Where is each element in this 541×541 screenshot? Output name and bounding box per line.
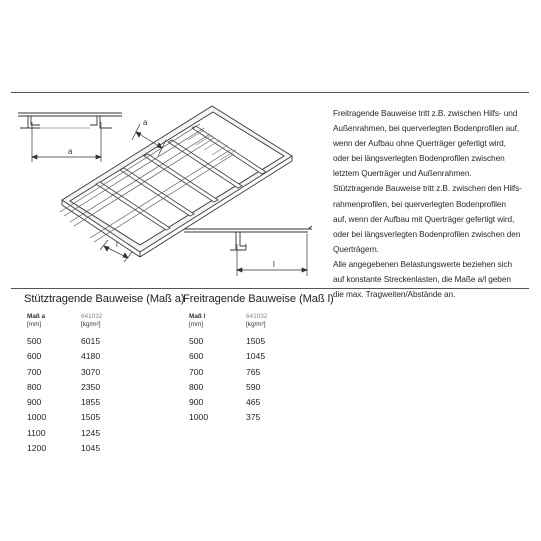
table-title-cantilever: Freitragende Bauweise (Maß l) — [183, 293, 334, 305]
table-cell-span: 600 — [189, 351, 204, 362]
description-line: Außenrahmen, bei querverlegten Bodenprofilen auf, — [333, 123, 520, 134]
table-cell-span: 1200 — [27, 443, 47, 454]
col-header-article: 641032 — [246, 313, 268, 320]
description-text — [333, 106, 528, 302]
table-cell-span: 500 — [27, 336, 42, 346]
description-line: letztem Querträger und Außenrahmen. — [333, 168, 472, 179]
table-cell-load: 1245 — [81, 427, 101, 438]
table-cell-load: 1045 — [246, 351, 266, 362]
table-cell-load: 465 — [246, 397, 261, 408]
table-cell-span: 900 — [27, 397, 42, 408]
dim-label-l-right: l — [273, 260, 275, 269]
table-cell-load: 1045 — [81, 443, 101, 454]
table-cell-span: 800 — [189, 381, 204, 392]
dimension-l-right — [237, 234, 307, 276]
col-header-mass-l: Maß l — [189, 313, 206, 320]
description-line: rahmenprofilen, bei querverlegten Bodenprofilen — [333, 198, 506, 209]
table-cantilever-col-l — [189, 334, 208, 426]
table-cell-load: 1505 — [246, 336, 266, 346]
description-line: wenn der Aufbau ohne Querträger gefertigt wird, — [333, 138, 506, 149]
table-support-col-load — [81, 334, 100, 456]
description-line: Stütztragende Bauweise tritt z.B. zwischen den Hilfs- — [333, 183, 522, 194]
table-support-col-a — [27, 334, 46, 456]
col-unit-mm: [mm] — [189, 321, 204, 328]
table-cell-span: 1000 — [189, 412, 209, 423]
table-cell-load: 1855 — [81, 397, 101, 408]
description-line: oder bei längsverlegten Bodenprofilen zwischen den — [333, 228, 521, 239]
description-line: oder bei längsverlegten Bodenprofilen zwischen — [333, 153, 505, 164]
col-unit-kgm2: [kg/m²] — [81, 321, 101, 328]
description-line: die max. Tragweiten/Abstände an. — [333, 289, 456, 300]
table-cell-load: 6015 — [81, 336, 101, 346]
cross-section-l-profile — [184, 226, 312, 250]
table-cell-load: 2350 — [81, 381, 101, 392]
table-cell-span: 1000 — [27, 412, 47, 423]
table-cell-span: 800 — [27, 381, 42, 392]
col-header-mass-a: Maß a — [27, 313, 46, 320]
description-line: Querträgern. — [333, 243, 379, 254]
table-cell-span: 900 — [189, 397, 204, 408]
cross-section-a-profile — [18, 113, 122, 128]
table-cell-load: 3070 — [81, 366, 101, 377]
dim-label-a-left: a — [68, 147, 73, 156]
table-cell-span: 700 — [189, 366, 204, 377]
col-unit-kgm2: [kg/m²] — [246, 321, 266, 328]
col-unit-mm: [mm] — [27, 321, 42, 328]
description-line: auf, wenn der Aufbau mit Querträger gefertigt wird, — [333, 213, 515, 224]
dim-label-l-perspective: l — [116, 240, 118, 249]
table-cell-load: 1505 — [81, 412, 101, 423]
perspective-frame — [62, 106, 292, 257]
description-line: Freitragende Bauweise tritt z.B. zwischen Hilfs- und — [333, 108, 518, 118]
table-cell-load: 765 — [246, 366, 261, 377]
table-cell-span: 600 — [27, 351, 42, 362]
table-cantilever-col-load — [246, 334, 265, 426]
table-title-support: Stütztragende Bauweise (Maß a) — [24, 293, 185, 305]
table-cell-load: 590 — [246, 381, 261, 392]
table-cell-load: 4180 — [81, 351, 101, 362]
col-header-article: 641032 — [81, 313, 103, 320]
table-cell-span: 500 — [189, 336, 204, 346]
table-cell-load: 375 — [246, 412, 261, 423]
description-line: auf konstante Streckenlasten, die Maße a/l geben — [333, 274, 511, 285]
description-line: Alle angegebenen Belastungswerte beziehen sich — [333, 258, 512, 269]
table-cell-span: 700 — [27, 366, 42, 377]
table-cell-span: 1100 — [27, 427, 46, 438]
dim-label-a-perspective: a — [143, 118, 148, 127]
